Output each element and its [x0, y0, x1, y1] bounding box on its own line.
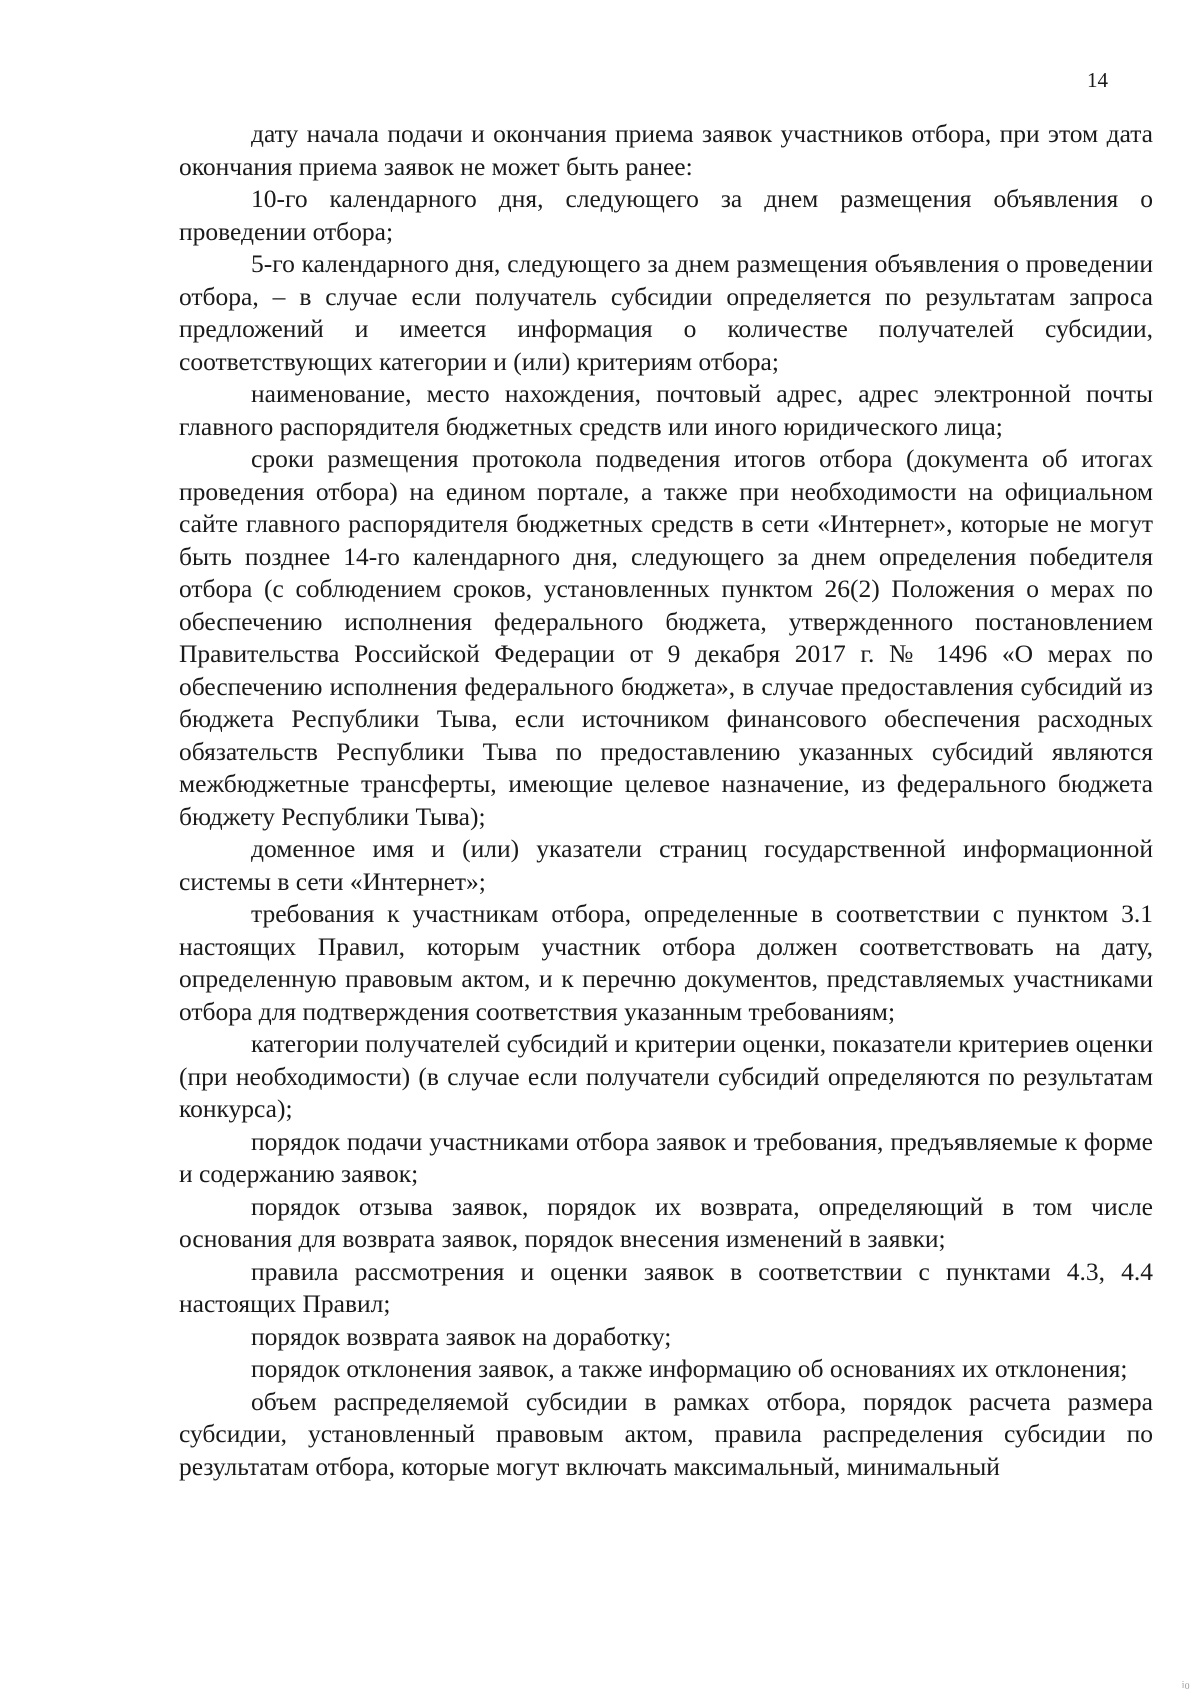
scan-artifact-mark: ᵢ₀: [1181, 1673, 1190, 1690]
paragraph: правила рассмотрения и оценки заявок в соответствии с пунктами 4.3, 4.4 настоящих Правил;: [179, 1256, 1153, 1318]
paragraph: требования к участникам отбора, определенные в соответствии с пунктом 3.1 настоящих Правил, которым участник отбора должен соответствовать на дату, определенную правовым актом, и к перечню документов, представляемых участниками отбора для подтверждения соответствия указанным требованиям;: [179, 899, 1153, 1026]
page-number: 14: [1087, 68, 1108, 92]
paragraph: наименование, место нахождения, почтовый адрес, адрес электронной почты главного распорядителя бюджетных средств или иного юридического лица;: [179, 379, 1153, 441]
paragraph: сроки размещения протокола подведения итогов отбора (документа об итогах проведения отбора) на едином портале, а также при необходимости на официальном сайте главного распорядителя бюджетных средств в сети «Интернет», которые не могут быть позднее 14-го календарного дня, следующего за днем определения победителя отбора (с соблюдением сроков, установленных пунктом 26(2) Положения о мерах по обеспечению исполнения федерального бюджета, утвержденного постановлением Правительства Российской Федерации от 9 декабря 2017 г. № 1496 «О мерах по обеспечению исполнения федерального бюджета», в случае предоставления субсидий из бюджета Республики Тыва, если источником финансового обеспечения расходных обязательств Республики Тыва по предоставлению указанных субсидий являются межбюджетные трансферты, имеющие целевое назначение, из федерального бюджета бюджету Республики Тыва);: [179, 444, 1153, 831]
paragraph: категории получателей субсидий и критерии оценки, показатели критериев оценки (при необходимости) (в случае если получатели субсидий определяются по результатам конкурса);: [179, 1029, 1153, 1123]
paragraph: 10-го календарного дня, следующего за днем размещения объявления о проведении отбора;: [179, 184, 1153, 246]
paragraph: дату начала подачи и окончания приема заявок участников отбора, при этом дата окончания приема заявок не может быть ранее:: [179, 119, 1153, 181]
paragraph: доменное имя и (или) указатели страниц государственной информационной системы в сети «Интернет»;: [179, 834, 1153, 896]
paragraph: объем распределяемой субсидии в рамках отбора, порядок расчета размера субсидии, установленный правовым актом, правила распределения субсидии по результатам отбора, которые могут включать максимальный, минимальный: [179, 1386, 1153, 1481]
paragraph: порядок подачи участниками отбора заявок и требования, предъявляемые к форме и содержанию заявок;: [179, 1126, 1153, 1188]
document-body: [179, 118, 1153, 1483]
paragraph: порядок отзыва заявок, порядок их возврата, определяющий в том числе основания для возврата заявок, порядок внесения изменений в заявки;: [179, 1191, 1153, 1253]
paragraph: порядок отклонения заявок, а также информацию об основаниях их отклонения;: [251, 1354, 1128, 1383]
paragraph: порядок возврата заявок на доработку;: [251, 1321, 672, 1351]
paragraph: 5-го календарного дня, следующего за днем размещения объявления о проведении отбора, – в случае если получатель субсидии определяется по результатам запроса предложений и имеется информация о количестве получателей субсидии, соответствующих категории и (или) критериям отбора;: [179, 249, 1153, 376]
